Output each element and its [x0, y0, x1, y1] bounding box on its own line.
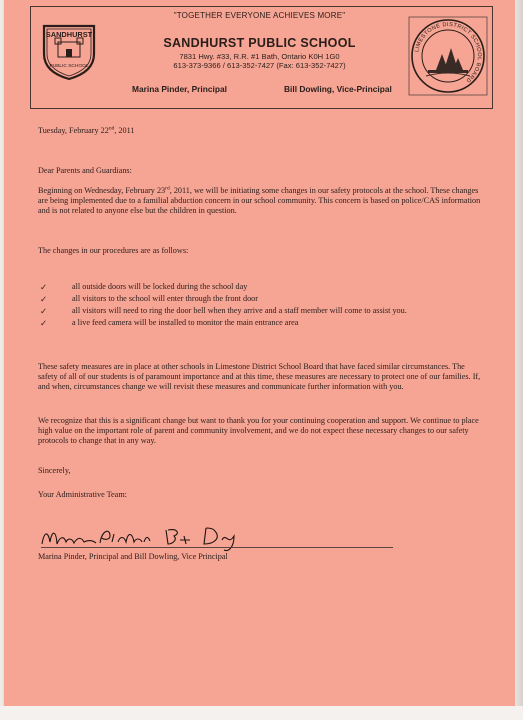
paragraph-intro-part2: , 2011, we will be initiating some changes in our safety protocols at the school. These changes are being implemented due to a familial abduction concern in our school community. This concern is based on police/CAS information and is not related to anyone else but the children in question. — [38, 186, 481, 215]
scan-bottom-margin — [0, 706, 523, 720]
paragraph-intro — [38, 186, 484, 216]
crest-bottom-text: PUBLIC SCHOOL — [49, 64, 89, 69]
paragraph-changes-intro: The changes in our procedures are as follows: — [38, 246, 189, 255]
checklist-item-text: all visitors to the school will enter through the front door — [72, 294, 259, 303]
paragraph-safety-measures: These safety measures are in place at other schools in Limestone District School Board that have faced similar circumstances. The safety of all of our students is of paramount importance and at this time, these measures are necessary to protect one of our families. If, and when, circumstances change we will revisit these measures and communicate further information with you. — [38, 362, 481, 391]
seal-ring-text: LIMESTONE DISTRICT SCHOOL BOARD — [414, 21, 483, 84]
school-motto: "TOGETHER EVERYONE ACHIEVES MORE" — [173, 11, 346, 20]
school-name: SANDHURST PUBLIC SCHOOL — [163, 36, 356, 50]
date-text: Tuesday, February 22 — [38, 126, 109, 135]
board-seal-logo — [406, 14, 490, 98]
checkmark-icon: ✓ — [40, 318, 48, 328]
closing: Sincerely, — [38, 466, 71, 475]
checklist-item-text: a live feed camera will be installed to monitor the main entrance area — [72, 318, 299, 327]
school-crest-text — [38, 20, 100, 82]
checklist-item — [38, 282, 484, 292]
principal-name: Marina Pinder, Principal — [132, 84, 227, 94]
svg-text:LIMESTONE DISTRICT SCHOOL BOAR — [414, 22, 482, 83]
seal-trees-icon — [426, 48, 470, 76]
crest-top-text: SANDHURST — [45, 30, 93, 39]
signature-names: Marina Pinder, Principal and Bill Dowling, Vice Principal — [38, 552, 228, 561]
checklist-item-text: all outside doors will be locked during the school day — [72, 282, 248, 291]
school-address: 7831 Hwy. #33, R.R. #1 Bath, Ontario K0H 1G0 — [179, 52, 340, 61]
checkmark-icon: ✓ — [40, 282, 48, 292]
letter-date — [38, 126, 484, 136]
letterhead — [4, 0, 515, 112]
checklist-item-text: all visitors will need to ring the door bell when they arrive and a staff member will come to assist you. — [72, 306, 407, 315]
date-year: , 2011 — [114, 126, 135, 135]
checkmark-icon: ✓ — [40, 294, 48, 304]
paragraph-intro-ordinal: rd — [165, 185, 170, 192]
checklist-item — [38, 318, 484, 328]
school-phone-fax: 613-373-9366 / 613-352-7427 (Fax: 613-352-7427) — [173, 61, 346, 70]
checkmark-icon: ✓ — [40, 306, 48, 316]
letter-page — [4, 0, 515, 708]
vice-principal-name: Bill Dowling, Vice-Principal — [284, 84, 392, 94]
checklist-item — [38, 294, 484, 304]
checklist-item — [38, 306, 484, 316]
date-ordinal: nd — [108, 125, 115, 132]
paragraph-intro-part1: Beginning on Wednesday, February 23 — [38, 186, 166, 195]
page-edge — [515, 0, 523, 720]
paragraph-thanks: We recognize that this is a significant change but want to thank you for your continuing cooperation and support. We continue to place high value on the important role of parent and community involvement, and we do not expect these necessary changes to our safety protocols to change that in any way. — [38, 416, 479, 445]
signature-team-label: Your Administrative Team: — [38, 490, 127, 499]
changes-checklist — [38, 282, 484, 330]
signature-line — [41, 547, 393, 548]
salutation: Dear Parents and Guardians: — [38, 166, 132, 175]
